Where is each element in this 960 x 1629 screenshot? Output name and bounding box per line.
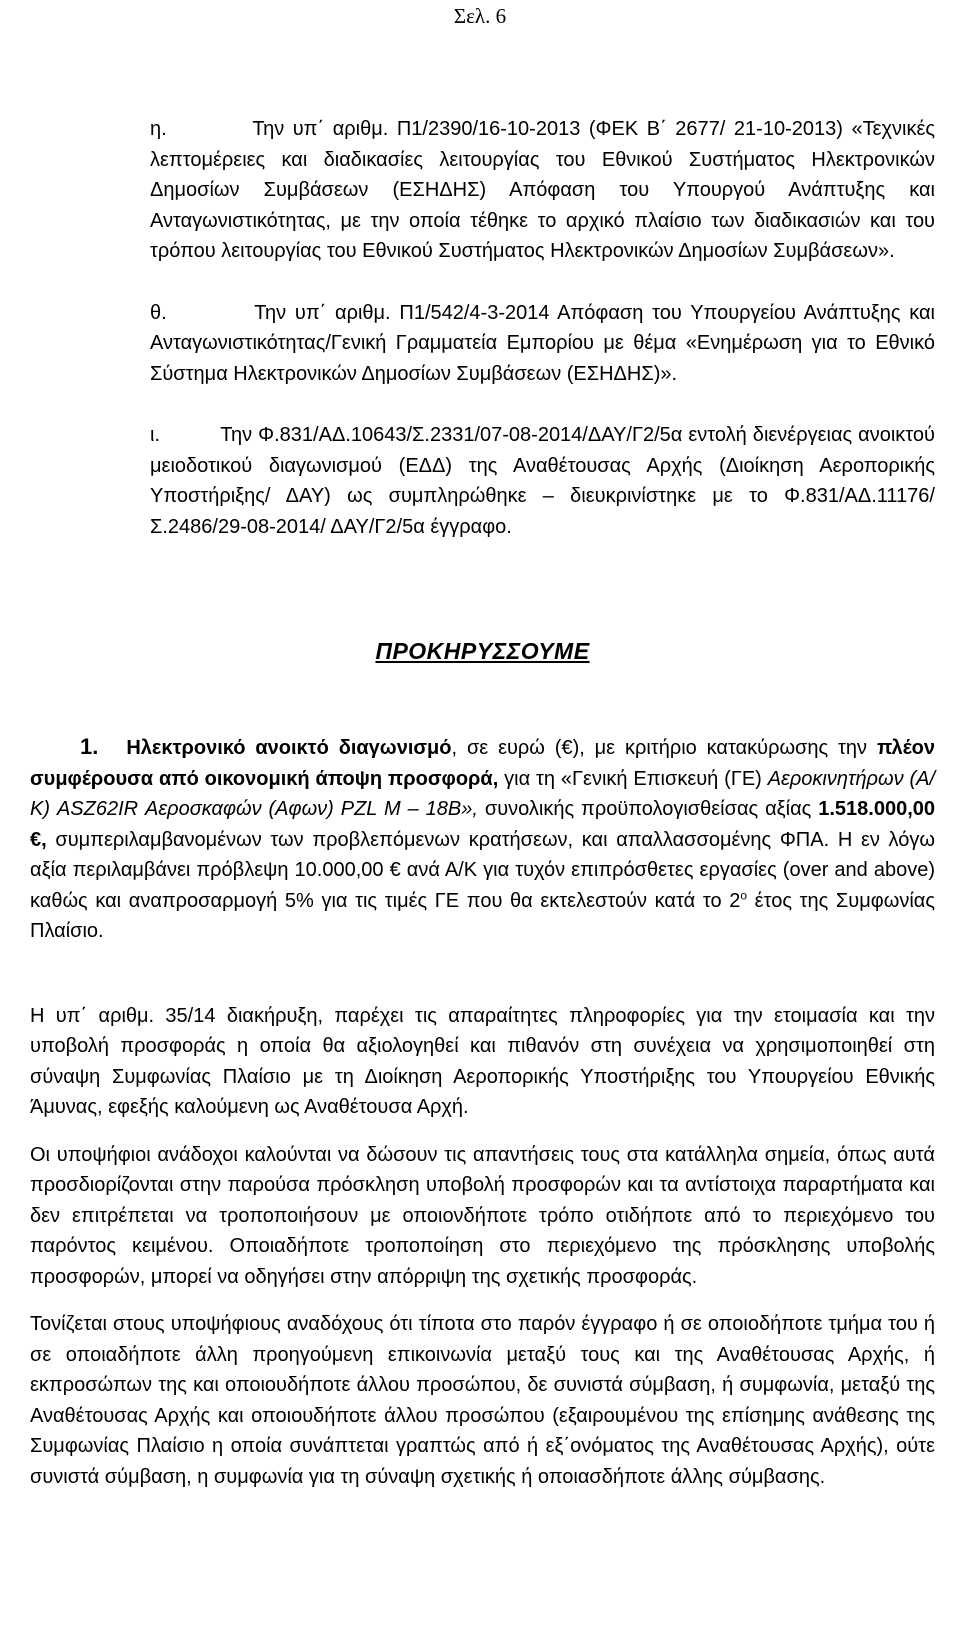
item-marker: ι. (150, 424, 160, 446)
paragraph-disclaimer: Τονίζεται στους υποψήφιους αναδόχους ότι τίποτα στο παρόν έγγραφο ή σε οποιοδήποτε τμήμα του ή σε οποιαδήποτε άλλη προηγούμενη επικοινωνία μεταξύ τους και της Αναθέτουσας Αρχής, ή εκπροσώπων της και οποιουδήποτε άλλου προσώπου, δε συνιστά σύμβαση, ή συμφωνία, μεταξύ της Αναθέτουσας Αρχής και οποιουδήποτε άλλου προσώπου (εξαιρουμένου της επίσημης ανάθεσης της Συμφωνίας Πλαίσιο η οποία συνάπτεται γραπτώς από ή εξ΄ονόματος της Αναθέτουσας Αρχής), ούτε συνιστά σύμβαση, η συμφωνία για τη σύναψη σχετικής ή οποιασδήποτε άλλης σύμβασης. (30, 1313, 935, 1488)
section-heading: ΠΡΟΚΗΡΥΣΣΟΥΜΕ (375, 638, 590, 664)
item-marker: η. (150, 118, 167, 140)
offer-text-2: για τη «Γενική Επισκευή (ΓΕ) (498, 767, 768, 790)
list-item-theta (30, 298, 935, 390)
item-text: Την υπ΄ αριθμ. Π1/2390/16-10-2013 (ΦΕΚ Β΄ 2677/ 21-10-2013) «Τεχνικές λεπτομέρειες και διαδικασίες λειτουργίας του Εθνικού Συστήματος Ηλεκτρονικών Δημοσίων Συμβάσεων (ΕΣΗΔΗΣ) Απόφαση του Υπουργού Ανάπτυξης και Ανταγωνιστικότητας, με την οποία τέθηκε το αρχικό πλαίσιο των διαδικασιών και του τρόπου λειτουργίας του Εθνικού Συστήματος Ηλεκτρονικών Δημοσίων Συμβάσεων». (150, 118, 935, 262)
offer-text-4: συμπεριλαμβανομένων των προβλεπόμενων κρατήσεων, και απαλλασσομένης ΦΠΑ. Η εν λόγω αξία περιλαμβάνει πρόβλεψη 10.000,00 € ανά Α/Κ για τυχόν επιπρόσθετες εργασίες (over and above) καθώς και αναπροσαρμογή 5% για τις τιμές ΓΕ που θα εκτελεστούν κατά το 2 (30, 828, 935, 912)
item-text: Την υπ΄ αριθμ. Π1/542/4-3-2014 Απόφαση του Υπουργείου Ανάπτυξης και Ανταγωνιστικότητας/Γενική Γραμματεία Εμπορίου με θέμα «Ενημέρωση για το Εθνικό Σύστημα Ηλεκτρονικών Δημοσίων Συμβάσεων (ΕΣΗΔΗΣ)». (150, 301, 935, 385)
item-marker: θ. (150, 301, 167, 324)
ordinal-superscript: ο (740, 887, 748, 902)
list-item-eta (30, 114, 935, 267)
offer-text-5: έτος της Συμφωνίας Πλαίσιο. (30, 889, 935, 942)
page-number: Σελ. 6 (453, 4, 507, 28)
offer-paragraph (30, 732, 935, 947)
offer-text-3: συνολικής προϋπολογισθείσας αξίας (477, 798, 819, 820)
item-text: Την Φ.831/ΑΔ.10643/Σ.2331/07-08-2014/ΔΑΥ/Γ2/5α εντολή διενέργειας ανοικτού μειοδοτικού διαγωνισμού (ΕΔΔ) της Αναθέτουσας Αρχής (Διοίκηση Αεροπορικής Υποστήριξης/ ΔΑΥ) ως συμπληρώθηκε – διευκρινίστηκε με το Φ.831/ΑΔ.11176/Σ.2486/29-08-2014/ ΔΑΥ/Γ2/5α έγγραφο. (150, 424, 935, 538)
document-body (30, 114, 935, 1492)
paragraph-candidates: Οι υποψήφιοι ανάδοχοι καλούνται να δώσουν τις απαντήσεις τους στα κατάλληλα σημεία, όπως αυτά προσδιορίζονται στην παρούσα πρόσκληση υποβολή προσφορών και τα αντίστοιχα παραρτήματα και δεν επιτρέπεται να τροποποιήσουν με οποιονδήποτε τρόπο οτιδήποτε από το περιεχόμενο του παρόντος κειμένου. Οποιαδήποτε τροποποίηση στο περιεχόμενο της πρόσκλησης υποβολής προσφορών, μπορεί να οδηγήσει στην απόρριψη της σχετικής προσφοράς. (30, 1143, 935, 1288)
list-item-iota (30, 420, 935, 542)
offer-title: Ηλεκτρονικό ανοικτό διαγωνισμό (126, 737, 452, 759)
paragraph-announcement: Η υπ΄ αριθμ. 35/14 διακήρυξη, παρέχει τις απαραίτητες πληροφορίες για την ετοιμασία και την υποβολή προσφοράς η οποία θα αξιολογηθεί και πιθανόν στη συνέχεια να χρησιμοποιηθεί στη σύναψη Συμφωνίας Πλαίσιο με τη Διοίκηση Αεροπορικής Υποστήριξης του Υπουργείου Εθνικής Άμυνας, εφεξής καλούμενη ως Αναθέτουσα Αρχή. (30, 1004, 935, 1118)
award-criterion: πλέον συμφέρουσα από οικονομική άποψη προσφορά, (30, 737, 935, 790)
offer-number: 1. (80, 734, 99, 759)
aircraft-subject: Αεροκινητήρων (Α/Κ) ASZ62IR Αεροσκαφών (Αφων) PZL M – 18B», (30, 767, 935, 820)
budget-amount: 1.518.000,00 €, (30, 798, 935, 851)
offer-text-1: , σε ευρώ (€), με κριτήριο κατακύρωσης την (451, 737, 877, 759)
